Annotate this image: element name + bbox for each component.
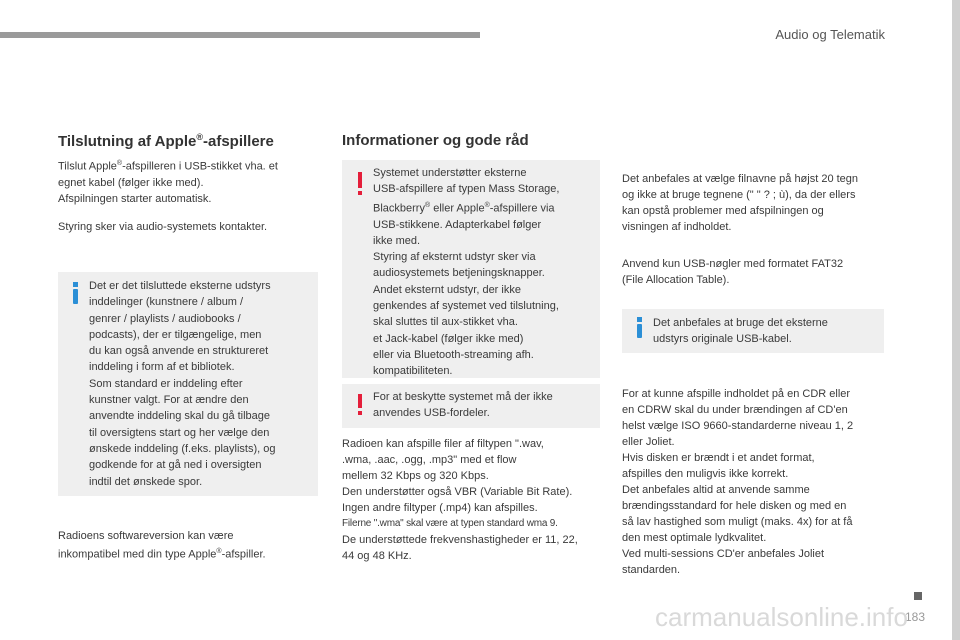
line: USB-stikkene. Adapterkabel følger — [373, 218, 542, 231]
line: et Jack-kabel (følger ikke med) — [373, 332, 524, 345]
line: (File Allocation Table). — [622, 274, 730, 286]
line: standarden. — [622, 564, 681, 576]
line: egnet kabel (følger ikke med). — [58, 176, 204, 189]
line: Ved multi-sessions CD'er anbefales Joliet — [622, 548, 825, 560]
line: Systemet understøtter eksterne — [373, 167, 527, 179]
line: Filerne ".wma" skal være at typen standard wma 9. — [342, 518, 558, 529]
line: visningen af indholdet. — [622, 221, 732, 233]
line: Afspilningen starter automatisk. — [58, 192, 212, 205]
warning-box-text — [373, 389, 592, 422]
line: udstyrs originale USB-kabel. — [653, 333, 792, 346]
line: 44 og 48 KHz. — [342, 550, 412, 562]
page-edge-tab — [952, 0, 960, 640]
line: og ikke at bruge tegnene (" " ? ; ù), da der ellers — [622, 189, 856, 201]
paragraph-controls — [58, 219, 318, 235]
line: Ingen andre filtyper (.mp4) kan afspilles. — [342, 502, 538, 514]
line: genrer / playlists / audiobooks / — [89, 312, 241, 325]
line: audiosystemets betjeningsknapper. — [373, 267, 545, 280]
line: afspilles den muligvis ikke korrekt. — [622, 468, 789, 480]
line: inddeling i form af et bibliotek. — [89, 361, 235, 374]
line: indtil det ønskede spor. — [89, 475, 203, 488]
info-icon — [73, 289, 78, 304]
page-marker — [914, 592, 922, 600]
line: ønskede inddeling (f.eks. playlists), og — [89, 442, 276, 455]
paragraph-cd-burning — [622, 386, 890, 578]
line: Anvend kun USB-nøgler med formatet FAT32 — [622, 258, 844, 270]
line: anvendes USB-fordeler. — [373, 407, 490, 420]
header-rule — [0, 32, 480, 38]
line: De understøttede frekvenshastigheder er 11, 22, — [342, 534, 578, 546]
line: mellem 32 Kbps og 320 Kbps. — [342, 470, 489, 482]
line: Styring af eksternt udstyr sker via — [373, 251, 536, 264]
line: Radioen kan afspille filer af filtypen ".wav, — [342, 438, 544, 450]
line: kompatibiliteten. — [373, 365, 453, 378]
line: Det anbefales at vælge filnavne på højst 20 tegn — [622, 173, 859, 185]
line: Andet eksternt udstyr, der ikke — [373, 283, 521, 296]
watermark: carmanualsonline.info — [655, 602, 908, 632]
info-box-usb-cable — [622, 309, 884, 353]
line: USB-afspillere af typen Mass Storage, — [373, 183, 560, 196]
line: den mest optimale lydkvalitet. — [622, 532, 767, 544]
line: Det er det tilsluttede eksterne udstyrs — [89, 280, 271, 292]
warning-box-text — [373, 165, 592, 380]
paragraph-connect-apple — [58, 156, 318, 207]
warning-icon — [358, 172, 362, 188]
info-box-library — [58, 272, 318, 496]
line: genkendes af systemet ved tilslutning, — [373, 300, 559, 313]
paragraph-fat32 — [622, 256, 890, 288]
line: kan opstå problemer med afspilningen og — [622, 205, 824, 217]
line: .wma, .aac, .ogg, .mp3" med et flow — [342, 454, 517, 466]
line: eller Joliet. — [622, 436, 675, 448]
paragraph-software-version — [58, 528, 318, 563]
line: en CDRW skal du under brændingen af CD'en — [622, 404, 848, 416]
line: Som standard er inddeling efter — [89, 377, 243, 390]
line: inkompatibel med din type Apple®-afspiller. — [58, 548, 266, 561]
line: eller via Bluetooth-streaming afh. — [373, 348, 534, 361]
warning-box-usb-hub — [342, 384, 600, 428]
line: helst vælge ISO 9660-standarderne niveau 1, 2 — [622, 420, 854, 432]
line: podcasts), der er tilgængelige, men — [89, 328, 262, 341]
info-box-text — [89, 278, 310, 490]
line: kunstner valgt. For at ændre den — [89, 394, 249, 407]
line: Det anbefales at bruge det eksterne — [653, 317, 828, 329]
line: brændingsstandard for hele disken og med en — [622, 500, 847, 512]
line: Radioens softwareversion kan være — [58, 530, 234, 542]
paragraph-filenames — [622, 171, 890, 235]
page-number: 183 — [905, 610, 926, 624]
info-box-text — [653, 315, 876, 348]
line: Den understøtter også VBR (Variable Bit Rate). — [342, 486, 573, 498]
line: til oversigtens start og her vælge den — [89, 426, 270, 439]
line: Tilslut Apple®-afspilleren i USB-stikket vha. et — [58, 160, 278, 173]
line: Styring sker via audio-systemets kontakter. — [58, 221, 268, 233]
line: skal sluttes til aux-stikket vha. — [373, 316, 518, 329]
warning-box-usb-players — [342, 160, 600, 378]
line: godkende for at gå ned i oversigten — [89, 459, 262, 472]
warning-icon — [358, 394, 362, 408]
heading-info-tips: Informationer og gode råd — [342, 132, 529, 149]
line: du kan også anvende en struktureret — [89, 345, 269, 358]
line: så lav hastighed som muligt (maks. 4x) for at få — [622, 516, 853, 528]
heading-apple-players: Tilslutning af Apple®-afspillere — [58, 132, 274, 150]
line: Blackberry® eller Apple®-afspillere via — [373, 201, 555, 215]
line: Det anbefales altid at anvende samme — [622, 484, 810, 496]
line: inddelinger (kunstnere / album / — [89, 296, 244, 309]
line: For at beskytte systemet må der ikke — [373, 391, 553, 403]
line: ikke med. — [373, 234, 421, 247]
line: For at kunne afspille indholdet på en CDR eller — [622, 388, 851, 400]
info-icon — [637, 324, 642, 338]
line: anvendte inddeling skal du gå tilbage — [89, 410, 271, 423]
paragraph-file-types — [342, 436, 607, 564]
section-title: Audio og Telematik — [775, 27, 885, 42]
line: Hvis disken er brændt i et andet format, — [622, 452, 815, 464]
